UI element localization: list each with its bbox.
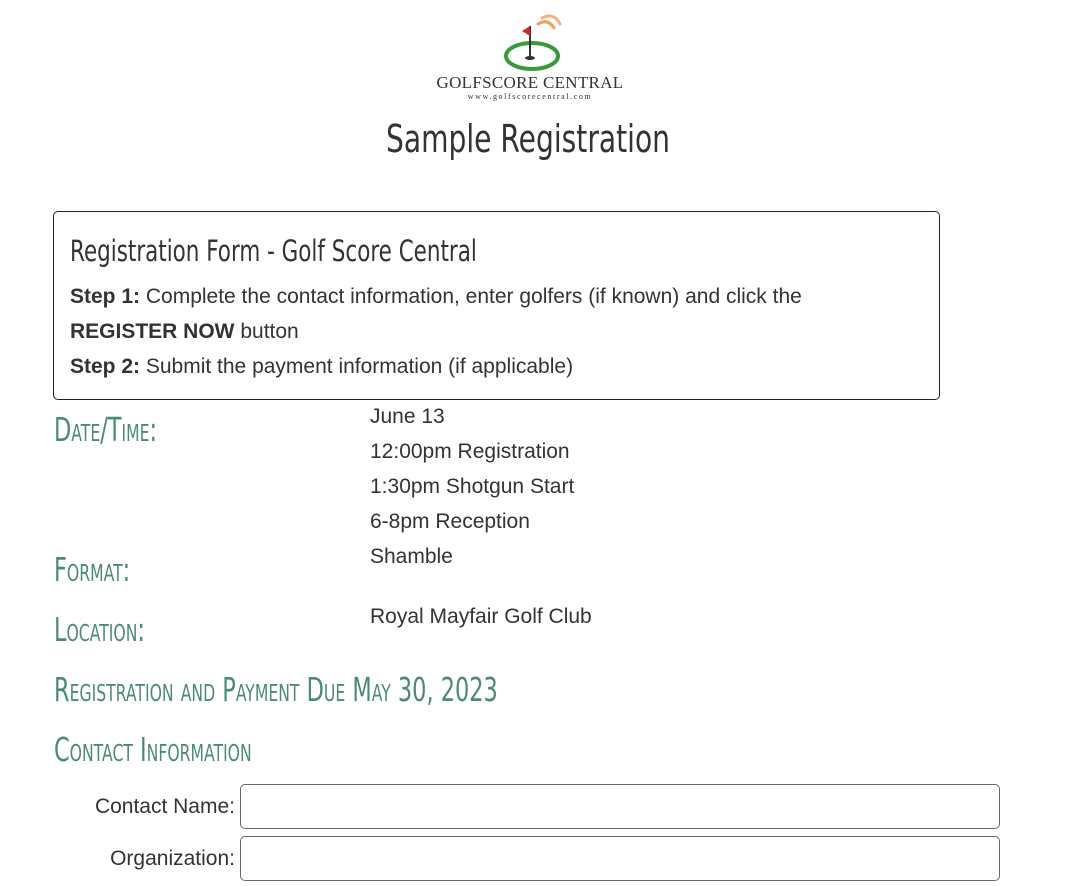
datetime-line: 12:00pm Registration xyxy=(370,440,570,463)
step-2-text: Submit the payment information (if applicable) xyxy=(140,355,574,378)
page-title: Sample Registration xyxy=(386,117,670,161)
step-1-suffix: button xyxy=(234,320,299,343)
payment-due-heading: Registration and Payment Due May 30, 2023 xyxy=(54,670,498,709)
format-value: Shamble xyxy=(370,545,453,568)
contact-name-label: Contact Name: xyxy=(94,795,235,818)
step-1-continuation xyxy=(70,314,299,349)
golfscore-logo xyxy=(420,10,640,102)
location-label: Location: xyxy=(54,610,145,649)
step-1-text: Complete the contact information, enter golfers (if known) and click the xyxy=(140,285,802,308)
datetime-line: 6-8pm Reception xyxy=(370,510,530,533)
step-1-line xyxy=(70,279,802,314)
contact-name-input[interactable] xyxy=(240,784,1000,829)
organization-label: Organization: xyxy=(110,847,235,870)
step-2-label: Step 2: xyxy=(70,355,141,378)
location-value: Royal Mayfair Golf Club xyxy=(370,605,592,628)
logo-name: GOLFSCORE CENTRAL xyxy=(436,73,624,92)
organization-input[interactable] xyxy=(240,836,1000,881)
registration-info-box xyxy=(53,211,940,400)
format-label: Format: xyxy=(54,550,131,589)
step-2-line xyxy=(70,349,573,384)
info-box-title: Registration Form - Golf Score Central xyxy=(70,234,477,268)
golf-flag-icon xyxy=(502,10,566,76)
logo-url: www.golfscorecentral.com xyxy=(467,92,593,101)
datetime-line: June 13 xyxy=(370,405,445,428)
step-1-label: Step 1: xyxy=(70,285,141,308)
datetime-label: Date/Time: xyxy=(54,410,158,449)
datetime-line: 1:30pm Shotgun Start xyxy=(370,475,575,498)
contact-info-heading: Contact Information xyxy=(54,730,252,769)
register-now-emphasis: REGISTER NOW xyxy=(70,320,235,343)
